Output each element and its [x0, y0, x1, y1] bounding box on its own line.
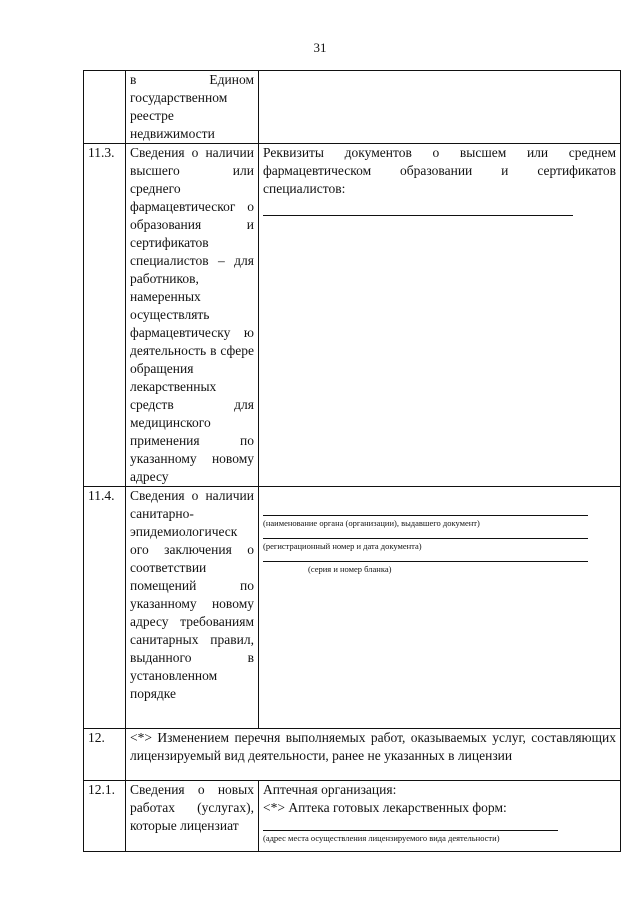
row-number — [84, 71, 126, 144]
row-description — [259, 71, 621, 144]
activity-address-caption: (адрес места осуществления лицензируемого вида деятельности) — [263, 833, 500, 843]
row-description: <*> Изменением перечня выполняемых работ, оказываемых услуг, составляющих лицензируемый вид деятельности, ранее не указанных в лицензии — [126, 729, 621, 781]
form-series-caption: (серия и номер бланка) — [308, 564, 392, 574]
fill-line — [263, 514, 588, 516]
issuing-authority-caption: (наименование органа (организации), выдавшего документ) — [263, 518, 480, 528]
row-description — [259, 781, 621, 852]
fill-line — [263, 560, 588, 562]
row-description — [259, 144, 621, 487]
row-number: 12.1. — [84, 781, 126, 852]
row-name: в Едином государственном реестре недвижимости — [126, 71, 259, 144]
license-application-table — [83, 70, 621, 852]
table-row — [84, 781, 621, 852]
registration-number-caption: (регистрационный номер и дата документа) — [263, 541, 422, 551]
row-number: 11.4. — [84, 487, 126, 729]
fill-line — [263, 829, 558, 831]
page-number: 31 — [313, 40, 327, 55]
pharmacy-organization-label: Аптечная организация: — [263, 782, 397, 797]
table-row — [84, 144, 621, 487]
pharmaceutical-education-label: Реквизиты документов о высшем или среднем фармацевтическом образовании и сертификатов специалистов: — [263, 145, 616, 196]
row-number: 11.3. — [84, 144, 126, 487]
row-name: Сведения о наличии высшего или среднего фармацевтическог о образования и сертификатов специалистов – для работников, намеренных осуществлять фармацевтическу ю деятельность в сфере обращения лекарственных средств для медицинского применения по указанному новому адресу — [126, 144, 259, 487]
row-name: Сведения о новых работах (услугах), которые лицензиат — [126, 781, 259, 852]
fill-line — [263, 214, 573, 216]
table-row — [84, 487, 621, 729]
row-description — [259, 487, 621, 729]
fill-line — [263, 537, 588, 539]
row-name: Сведения о наличии санитарно-эпидемиологическ ого заключения о соответствии помещений по указанному новому адресу требованиям санитарных правил, выданного в установленном порядке — [126, 487, 259, 729]
row-number: 12. — [84, 729, 126, 781]
pharmacy-type-label: <*> Аптека готовых лекарственных форм: — [263, 800, 507, 815]
table-row — [84, 71, 621, 144]
table-row — [84, 729, 621, 781]
